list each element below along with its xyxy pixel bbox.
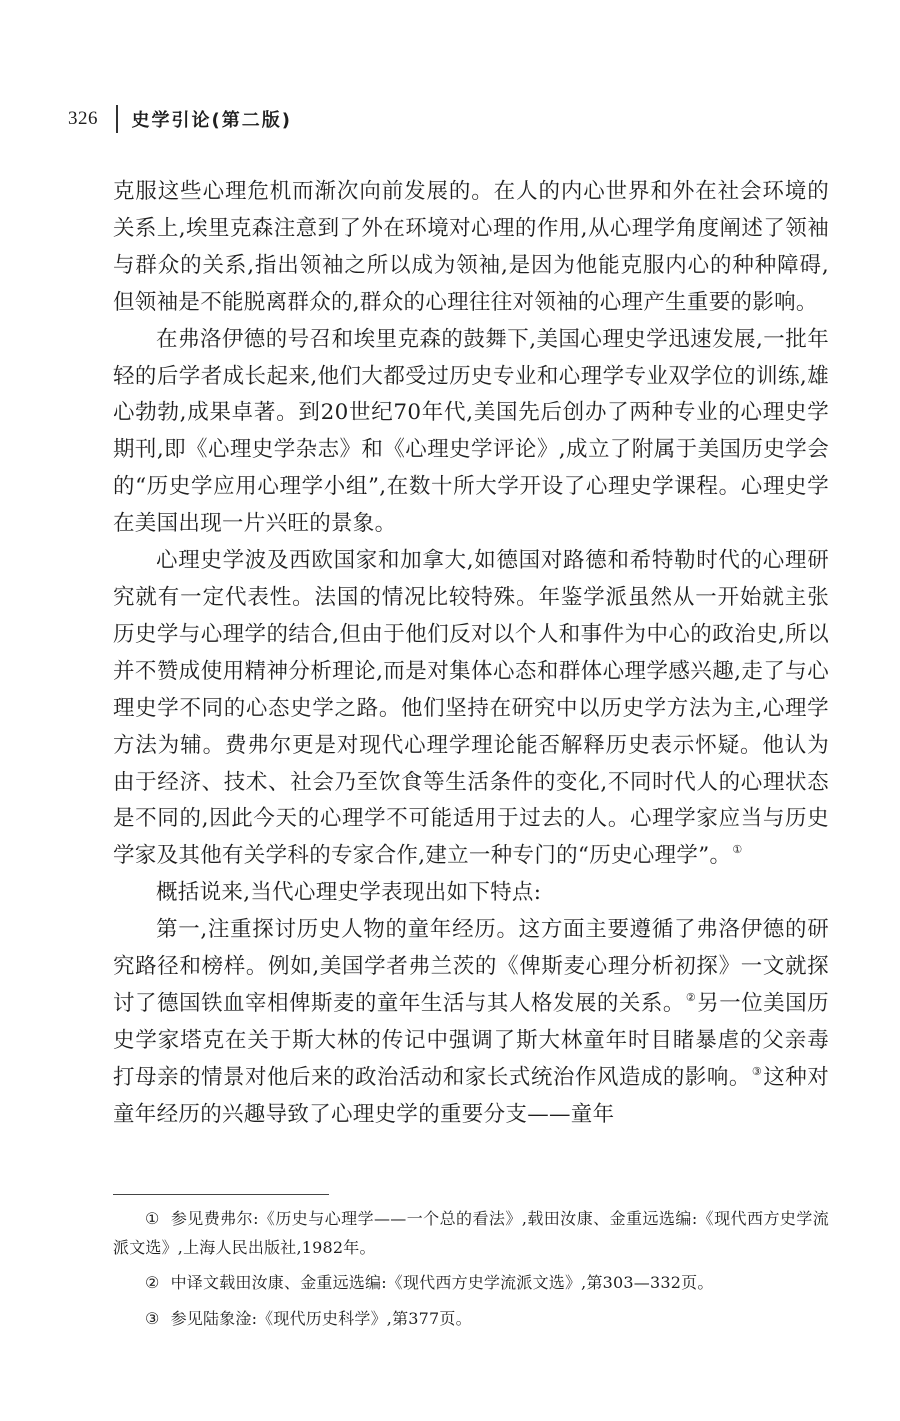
paragraph bbox=[113, 912, 829, 1133]
paragraph bbox=[113, 543, 829, 875]
footnote-text: 中译文载田汝康、金重远选编:《现代西方史学流派文选》,第303—332页。 bbox=[170, 1273, 714, 1292]
footnote-mark: ① bbox=[145, 1209, 160, 1228]
footnote-item bbox=[113, 1269, 829, 1298]
footnote-text: 参见陆象淦:《现代历史科学》,第377页。 bbox=[170, 1308, 472, 1328]
book-title: 史学引论(第二版) bbox=[131, 110, 292, 131]
page-number: 326 bbox=[68, 108, 98, 129]
header-divider bbox=[116, 105, 118, 133]
paragraph-text: 心理史学波及西欧国家和加拿大,如德国对路德和希特勒时代的心理研究就有一定代表性。法国的情况比较特殊。年鉴学派虽然从一开始就主张历史学与心理学的结合,但由于他们反对以个人和事件为中心的政治史,所以并不赞成使用精神分析理论,而是对集体心态和群体心理学感兴趣,走了与心理史学不同的心态史学之路。他们坚持在研究中以历史学方法为主,心理学方法为辅。费弗尔更是对现代心理学理论能否解释历史表示怀疑。他认为由于经济、技术、社会乃至饮食等生活条件的变化,不同时代人的心理状态是不同的,因此今天的心理学不可能适用于过去的人。心理学家应当与历史学家及其他有关学科的专家合作,建立一种专门的“历史心理学”。 bbox=[113, 548, 829, 869]
paragraph-text: 在弗洛伊德的号召和埃里克森的鼓舞下,美国心理史学迅速发展,一批年轻的后学者成长起来,他们大都受过历史专业和心理学专业双学位的训练,雄心勃勃,成果卓著。到20世纪70年代,美国先后创办了两种专业的心理史学期刊,即《心理史学杂志》和《心理史学评论》,成立了附属于美国历史学会的“历史学应用心理学小组”,在数十所大学开设了心理史学课程。心理史学在美国出现一片兴旺的景象。 bbox=[113, 326, 829, 537]
footnote-divider bbox=[113, 1194, 329, 1195]
paragraph bbox=[113, 322, 829, 543]
footnote-item bbox=[113, 1205, 829, 1262]
footnote-item bbox=[113, 1305, 829, 1334]
footnote-mark: ② bbox=[145, 1273, 160, 1292]
footnote-reference[interactable]: ① bbox=[732, 843, 743, 857]
paragraph-text: 另一位美国历史学家塔克在关于斯大林的传记中强调了斯大林童年时目睹暴虐的父亲毒打母亲的情景对他后来的政治活动和家长式统治作风造成的影响。 bbox=[113, 990, 829, 1090]
paragraph-continued bbox=[113, 174, 829, 322]
footnote-reference[interactable]: ③ bbox=[751, 1064, 763, 1078]
paragraph-text: 概括说来,当代心理史学表现出如下特点: bbox=[156, 880, 542, 906]
paragraph-text: 第一,注重探讨历史人物的童年经历。这方面主要遵循了弗洛伊德的研究路径和榜样。例如,美国学者弗兰茨的《俾斯麦心理分析初探》一文就探讨了德国铁血宰相俾斯麦的童年生活与其人格发展的关系。 bbox=[113, 917, 829, 1016]
main-text bbox=[113, 174, 829, 1134]
footnote-text: 参见费弗尔:《历史与心理学——一个总的看法》,载田汝康、金重远选编:《现代西方史学流派文选》,上海人民出版社,1982年。 bbox=[113, 1209, 829, 1257]
paragraph-text: 这种对童年经历的兴趣导致了心理史学的重要分支——童年 bbox=[113, 1064, 829, 1127]
footnotes bbox=[113, 1205, 829, 1340]
running-header bbox=[68, 104, 292, 134]
footnote-mark: ③ bbox=[145, 1308, 160, 1328]
paragraph bbox=[113, 875, 829, 912]
paragraph-text: 克服这些心理危机而渐次向前发展的。在人的内心世界和外在社会环境的关系上,埃里克森注意到了外在环境对心理的作用,从心理学角度阐述了领袖与群众的关系,指出领袖之所以成为领袖,是因为他能克服内心的种种障碍,但领袖是不能脱离群众的,群众的心理往往对领袖的心理产生重要的影响。 bbox=[113, 179, 829, 315]
footnote-reference[interactable]: ② bbox=[685, 990, 697, 1004]
